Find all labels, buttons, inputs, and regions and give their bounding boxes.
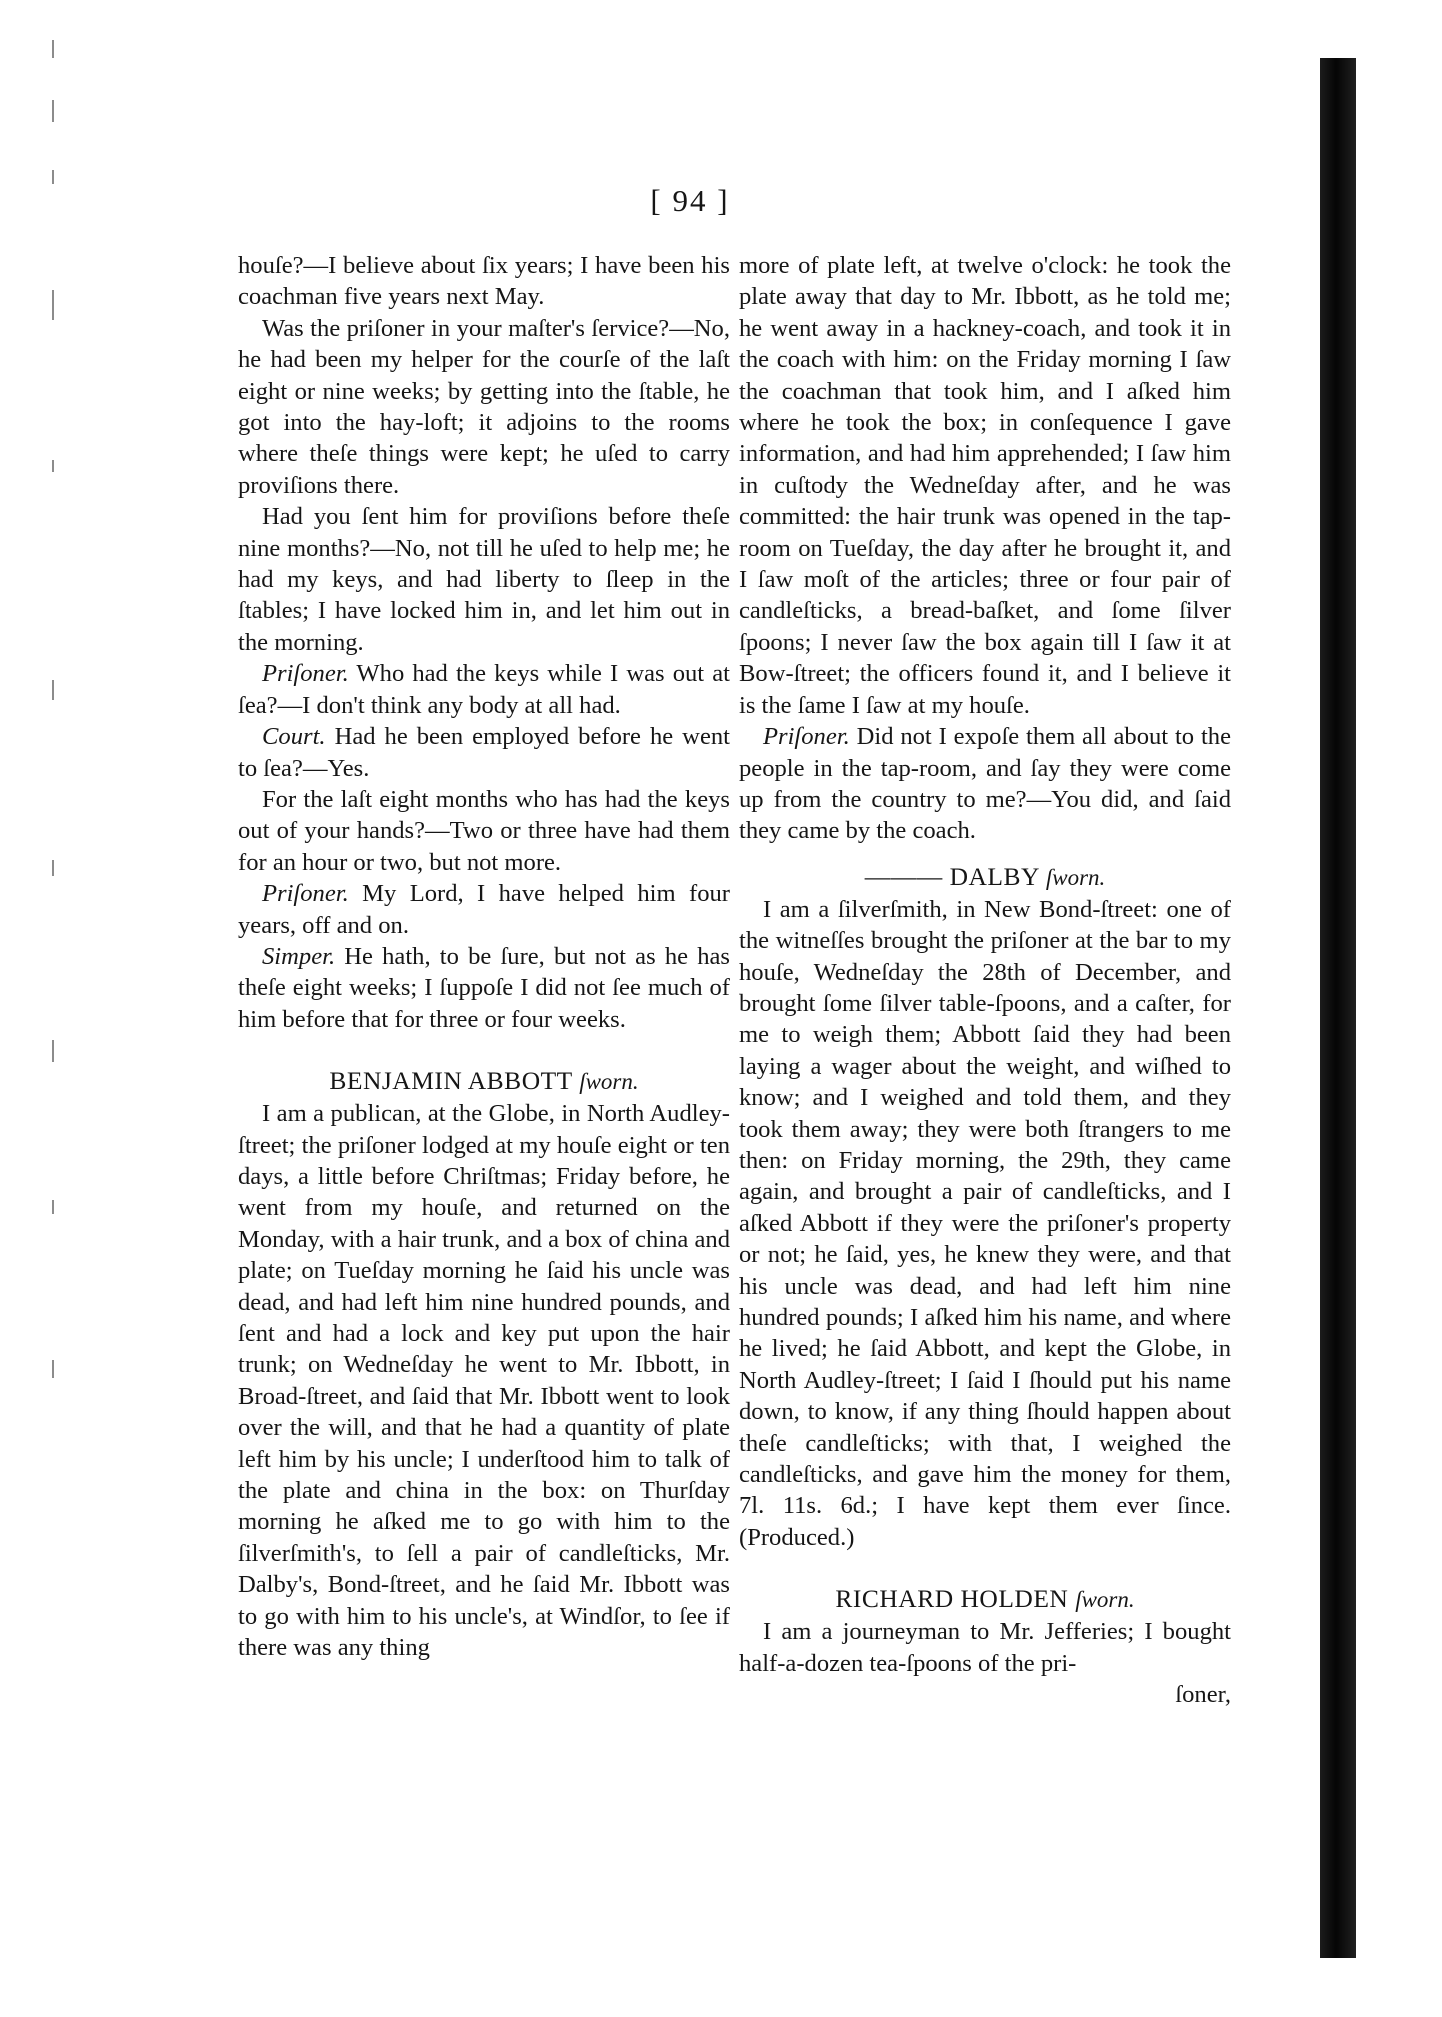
paragraph [739, 1679, 1231, 1710]
paragraph [238, 721, 730, 784]
witness-heading [739, 861, 1231, 894]
witness-name: ——— DALBY [864, 861, 1039, 891]
paragraph-text: Had he been employed before he went to ſea?—Yes. [238, 723, 730, 782]
margin-specks [40, 40, 70, 1440]
paragraph [238, 784, 730, 878]
paragraph-text: Had you ſent him for proviſions before theſe nine months?—No, not till he uſed to help me; he had my keys, and had liberty to ſleep in the ſtables; I have locked him in, and let him out in the morning. [238, 503, 730, 656]
paragraph-text: I am a journeyman to Mr. Jefferies; I bought half-a-dozen tea-ſpoons of the pri- [739, 1618, 1231, 1677]
witness-heading [739, 1583, 1231, 1616]
witness-name: RICHARD HOLDEN [835, 1584, 1069, 1614]
speaker-label: Priſoner. [262, 880, 349, 908]
sworn-label: ſworn. [579, 1069, 639, 1095]
spacer [739, 847, 1231, 861]
paragraph [238, 941, 730, 1035]
speaker-label: Priſoner. [262, 660, 349, 688]
spacer [739, 1553, 1231, 1583]
paragraph-text: I am a ſilverſmith, in New Bond-ſtreet: one of the witneſſes brought the priſoner at the bar to my houſe, Wedneſday the 28th of December, and brought ſome ſilver table-ſpoons, and a caſter, for me to weigh them; Abbott ſaid they had been laying a wager about the weight, and wiſhed to know; and I weighed and told them, and they took them away; they were both ſtrangers to me then: on Friday morning, the 29th, they came again, and brought a pair of candleſticks, and I aſked Abbott if they were the priſoner's property or not; he ſaid, yes, he knew they were, and that his uncle was dead, and had left him nine hundred pounds; I aſked him his name, and where he lived; he ſaid Abbott, and kept the Globe, in North Audley-ſtreet; I ſaid I ſhould put his name down, to know, if any thing ſhould happen about theſe candleſticks; with that, I weighed the candleſticks, and gave him the money for them, 7l. 11s. 6d.; I have kept them ever ſince. (Produced.) [739, 895, 1231, 1551]
paragraph-text: ſoner, [1175, 1681, 1231, 1709]
paragraph-text: He hath, to be ſure, but not as he has theſe eight weeks; I ſuppoſe I did not ſee much of him before that for three or four weeks. [238, 942, 730, 1033]
paragraph-text: My Lord, I have helped him four years, off and on. [238, 880, 730, 939]
paragraph [238, 501, 730, 658]
paragraph-text: I am a publican, at the Globe, in North Audley-ſtreet; the priſoner lodged at my houſe eight or ten days, a little before Chriſtmas; Friday before, he went from my houſe, and returned on the Monday, with a hair trunk, and a box of china and plate; on Tueſday morning he ſaid his uncle was dead, and had left him nine hundred pounds, and ſent and had a lock and key put upon the hair trunk; on Wedneſday he went to Mr. Ibbott, in Broad-ſtreet, and ſaid that Mr. Ibbott went to look over the will, and that he had a quantity of plate left him by his uncle; I underſtood him to talk of the plate and china in the box: on Thurſday morning he aſked me to go with him to the ſilverſmith's, to ſell a pair of candleſticks, Mr. Dalby's, Bond-ſtreet, and he ſaid Mr. Ibbott was to go with him to his uncle's, at Windſor, to ſee if there was any thing [238, 1100, 730, 1662]
right-column [739, 250, 1231, 1710]
witness-heading [238, 1065, 730, 1098]
sworn-label: ſworn. [1075, 1587, 1135, 1613]
paragraph [739, 721, 1231, 847]
paragraph [238, 878, 730, 941]
paragraph-text: For the laſt eight months who has had the keys out of your hands?—Two or three have had them for an hour or two, but not more. [238, 785, 730, 876]
paragraph [238, 250, 730, 313]
speaker-label: Simper. [262, 942, 336, 970]
paragraph [238, 313, 730, 501]
paragraph-text: Who had the keys while I was out at ſea?—I don't think any body at all had. [238, 660, 730, 719]
paragraph [238, 1098, 730, 1663]
paragraph [739, 1616, 1231, 1679]
paragraph-text: Was the priſoner in your maſter's ſervice?—No, he had been my helper for the courſe of the laſt eight or nine weeks; by getting into the ſtable, he got into the hay-loft; it adjoins to the rooms where theſe things were kept; he uſed to carry proviſions there. [238, 314, 730, 499]
paragraph-text: houſe?—I believe about ſix years; I have been his coachman five years next May. [238, 252, 730, 311]
sworn-label: ſworn. [1045, 864, 1106, 890]
paragraph [238, 658, 730, 721]
speaker-label: Court. [262, 723, 326, 751]
paragraph [739, 250, 1231, 721]
paragraph-text: more of plate left, at twelve o'clock: he took the plate away that day to Mr. Ibbott, as he told me; he went away in a hackney-coach, and took it in the coach with him: on the Friday morning I ſaw the coachman that took him, and I aſked him where he took the box; in conſequence I gave information, and had him apprehended; I ſaw him in cuſtody the Wedneſday after, and he was committed: the hair trunk was opened in the tap-room on Tueſday, the day after he brought it, and I ſaw moſt of the articles; three or four pair of candleſticks, a bread-baſket, and ſome ſilver ſpoons; I never ſaw the box again till I ſaw it at Bow-ſtreet; the officers found it, and I believe it is the ſame I ſaw at my houſe. [739, 252, 1231, 719]
binding-shadow [1320, 58, 1356, 1958]
left-column [238, 250, 730, 1663]
page-number: [ 94 ] [650, 183, 730, 218]
speaker-label: Priſoner. [763, 723, 850, 751]
witness-name: BENJAMIN ABBOTT [329, 1066, 573, 1096]
spacer [238, 1035, 730, 1065]
paragraph-text: Did not I expoſe them all about to the people in the tap-room, and ſay they were come up from the country to me?—You did, and ſaid they came by the coach. [739, 723, 1231, 845]
paragraph [739, 894, 1231, 1554]
